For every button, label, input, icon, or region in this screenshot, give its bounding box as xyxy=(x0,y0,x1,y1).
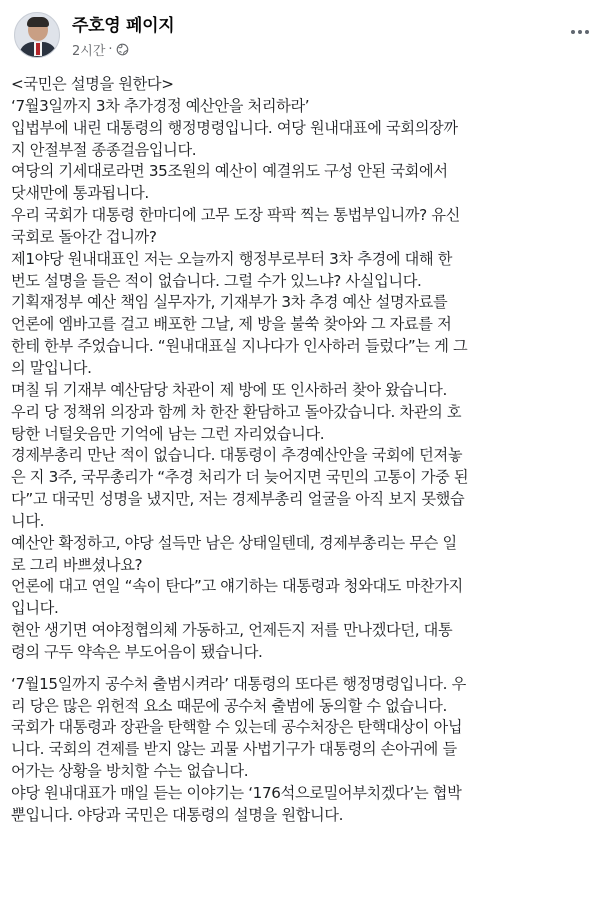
paragraph-gap xyxy=(11,664,601,674)
post-paragraph-2: ‘7월15일까지 공수처 출범시켜라’ 대통령의 또다른 행정명령입니다. 우 리 당은 많은 위헌적 요소 때문에 공수처 출범에 동의할 수 없습니다. 국회가 대통령과 장관을 탄핵할 수 있는데 공수처장은 탄핵대상이 아닙 니다. 국회의 견제를 받지 않는 괴물 사법기구가 대통령의 손아귀에 들 어가는 상황을 방치할 수는 없습니다. 야당 원내대표가 매일 듣는 이야기는 ‘176석으로밀어부치겠다’는 협박 뿐입니다. 야당과 국민은 대통령의 설명을 원합니다. xyxy=(11,674,466,824)
more-options-icon[interactable] xyxy=(566,22,594,42)
meta-separator: · xyxy=(108,42,113,57)
post-paragraph-1: <국민은 설명을 원한다> ‘7월3일까지 3차 추가경정 예산안을 처리하라’ 입법부에 내린 대통령의 행정명령입니다. 여당 원내대표에 국회의장까 지 안절부절 종종걸음입니다. 여당의 기세대로라면 35조원의 예산이 예결위도 구성 안된 국회에서 닷새만에 통과됩니다. 우리 국회가 대통령 한마디에 고무 도장 팍팍 찍는 통법부입니까? 유신 국회로 돌아간 겁니까? 제1야당 원내대표인 저는 오늘까지 행정부로부터 3차 추경에 대해 한 번도 설명을 들은 적이 없습니다. 그럴 수가 있느냐? 사실입니다. 기획재정부 예산 책임 실무자가, 기재부가 3차 추경 예산 설명자료를 언론에 엠바고를 걸고 배포한 그날, 제 방을 불쑥 찾아와 그 자료를 저 한테 한부 주었습니다. “원내대표실 지나다가 인사하러 들렀다”는 게 그 의 말입니다. 며칠 뒤 기재부 예산담당 차관이 제 방에 또 인사하러 찾아 왔습니다. 우리 당 정책위 의장과 함께 차 한잔 환담하고 돌아갔습니다. 차관의 호 탕한 너털웃음만 기억에 남는 그런 자리었습니다. 경제부총리 만난 적이 없습니다. 대통령이 추경예산안을 국회에 던져놓 은 지 3주, 국무총리가 “추경 처리가 더 늦어지면 국민의 고통이 가중 된 다”고 대국민 성명을 냈지만, 저는 경제부총리 얼굴을 아직 보지 못했습 니다. 예산안 확정하고, 야당 설득만 남은 상태일텐데, 경제부총리는 무슨 일 로 그리 바쁘셨나요? 언론에 대고 연일 “속이 탄다”고 얘기하는 대통령과 청와대도 마찬가지 입니다. 현안 생기면 여야정협의체 가동하고, 언제든지 저를 만나겠다던, 대통 령의 구두 약속은 부도어음이 됐습니다. xyxy=(11,75,469,661)
globe-icon xyxy=(116,43,129,56)
post-body xyxy=(11,74,601,827)
post-time[interactable]: 2시간 xyxy=(72,44,106,59)
author-name[interactable]: 주호영 페이지 xyxy=(72,16,175,36)
post-meta xyxy=(72,40,129,59)
author-avatar[interactable] xyxy=(14,12,60,58)
post-header xyxy=(0,0,606,68)
